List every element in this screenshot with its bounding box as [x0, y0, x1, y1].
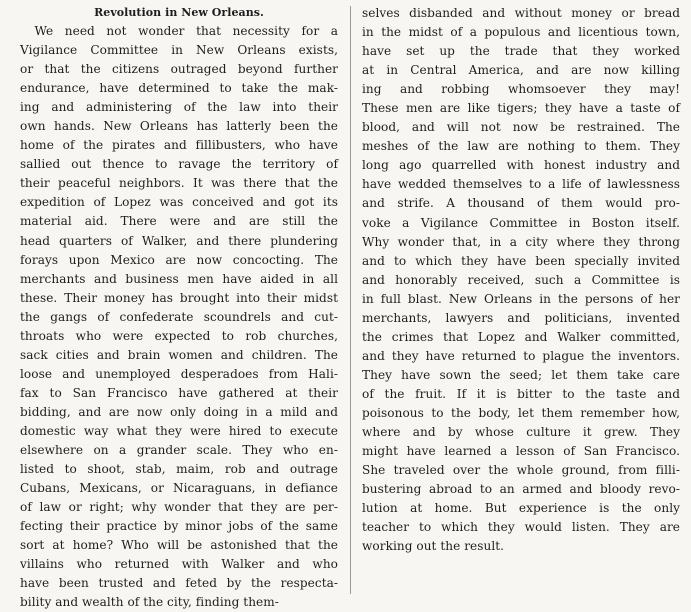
- text-line: where and by whose culture it grew. They: [362, 425, 680, 440]
- text-line: throats who were expected to rob churches,: [20, 328, 338, 343]
- text-line: have been trusted and feted by the respecta-: [20, 576, 338, 591]
- text-line: and honorably received, such a Committee is: [362, 272, 680, 287]
- text-line: at in Central America, and are now killing: [362, 63, 680, 78]
- text-line: home of the pirates and fillibusters, who have: [20, 138, 338, 153]
- text-line: have wedded themselves to a life of lawlessness: [362, 177, 680, 192]
- text-line: and they have returned to plague the inventors.: [362, 348, 680, 363]
- text-line: might have learned a lesson of San Francisco.: [362, 444, 680, 459]
- text-line: elsewhere on a grander scale. They who en-: [20, 443, 338, 458]
- text-line: poisonous to the body, let them remember how,: [362, 405, 680, 420]
- text-line: sort at home? Who will be astonished that the: [20, 538, 338, 553]
- text-line: bility and wealth of the city, finding them-: [20, 595, 279, 610]
- text-line: Cubans, Mexicans, or Nicaraguans, in defiance: [20, 481, 338, 496]
- text-line: lution at home. But experience is the only: [362, 501, 680, 516]
- text-line: Why wonder that, in a city where they throng: [362, 234, 680, 249]
- text-line: They have sown the seed; let them take care: [362, 367, 680, 382]
- text-line: We need not wonder that necessity for a: [34, 24, 338, 38]
- text-line: selves disbanded and without money or bread: [362, 6, 680, 20]
- text-line: these. Their money has brought into their midst: [20, 290, 338, 305]
- text-line: ing and robbing whomsoever they may!: [362, 82, 680, 97]
- right-column-body: [362, 4, 680, 556]
- text-line: fax to San Francisco have gathered at their: [20, 385, 338, 400]
- text-line: long ago quarrelled with honest industry and: [362, 158, 680, 173]
- left-column-body: [20, 22, 338, 612]
- text-line: merchants, lawyers and politicians, invented: [362, 310, 680, 325]
- text-line: Vigilance Committee in New Orleans exists,: [20, 43, 338, 58]
- text-line: in full blast. New Orleans in the persons of her: [362, 291, 680, 306]
- column-divider: [350, 6, 351, 594]
- text-line: These men are like tigers; they have a taste of: [362, 101, 680, 116]
- text-line: of the fruit. If it is bitter to the taste and: [362, 386, 680, 401]
- text-line: in the midst of a populous and licentious town,: [362, 25, 680, 40]
- text-line: expedition of Lopez was conceived and got its: [20, 195, 338, 210]
- text-line: voke a Vigilance Committee in Boston itself.: [362, 215, 680, 230]
- text-line: listed to shoot, stab, maim, rob and outrage: [20, 462, 338, 477]
- text-line: fecting their practice by minor jobs of the same: [20, 519, 338, 534]
- text-line: of law or right; why wonder that they are per-: [20, 500, 338, 515]
- text-line: working out the result.: [362, 539, 505, 554]
- text-line: teacher to which they would listen. They are: [362, 520, 680, 535]
- text-line: endurance, have determined to take the mak-: [20, 81, 338, 96]
- text-line: bustering abroad to an armed and bloody revo-: [362, 482, 680, 497]
- text-line: ing and administering of the law into their: [20, 100, 338, 115]
- text-line: merchants and business men have aided in all: [20, 271, 338, 286]
- text-line: domestic way what they were hired to execute: [20, 423, 338, 438]
- text-line: and strife. A thousand of them would pro-: [362, 196, 680, 211]
- text-line: the crimes that Lopez and Walker committed,: [362, 329, 680, 344]
- text-line: head quarters of Walker, and there plundering: [20, 233, 338, 248]
- text-line: the gangs of confederate scoundrels and cut-: [20, 309, 338, 324]
- article-title: Revolution in New Orleans.: [94, 6, 264, 19]
- right-column: [362, 4, 680, 556]
- text-line: sack cities and brain women and children. The: [20, 347, 338, 362]
- text-line: have set up the trade that they worked: [362, 44, 680, 59]
- text-line: blood, and will not now be restrained. The: [362, 120, 680, 135]
- left-column: [20, 6, 338, 612]
- text-line: forays upon Mexico are now concocting. The: [20, 252, 338, 267]
- text-line: own hands. New Orleans has latterly been the: [20, 119, 338, 134]
- text-line: sallied out thence to ravage the territory of: [20, 157, 338, 172]
- text-line: bidding, and are now only doing in a mild and: [20, 404, 338, 419]
- text-line: their peaceful neighbors. It was there that the: [20, 176, 338, 191]
- text-line: material aid. There were and are still the: [20, 214, 338, 229]
- text-line: meshes of the law are nothing to them. They: [362, 139, 680, 154]
- text-line: and to which they have been specially invited: [362, 253, 680, 268]
- text-line: loose and unemployed desperadoes from Hali-: [20, 366, 338, 381]
- text-line: or that the citizens outraged beyond further: [20, 62, 338, 77]
- text-line: She traveled over the whole ground, from filli-: [362, 463, 680, 478]
- text-line: villains who returned with Walker and who: [20, 557, 338, 572]
